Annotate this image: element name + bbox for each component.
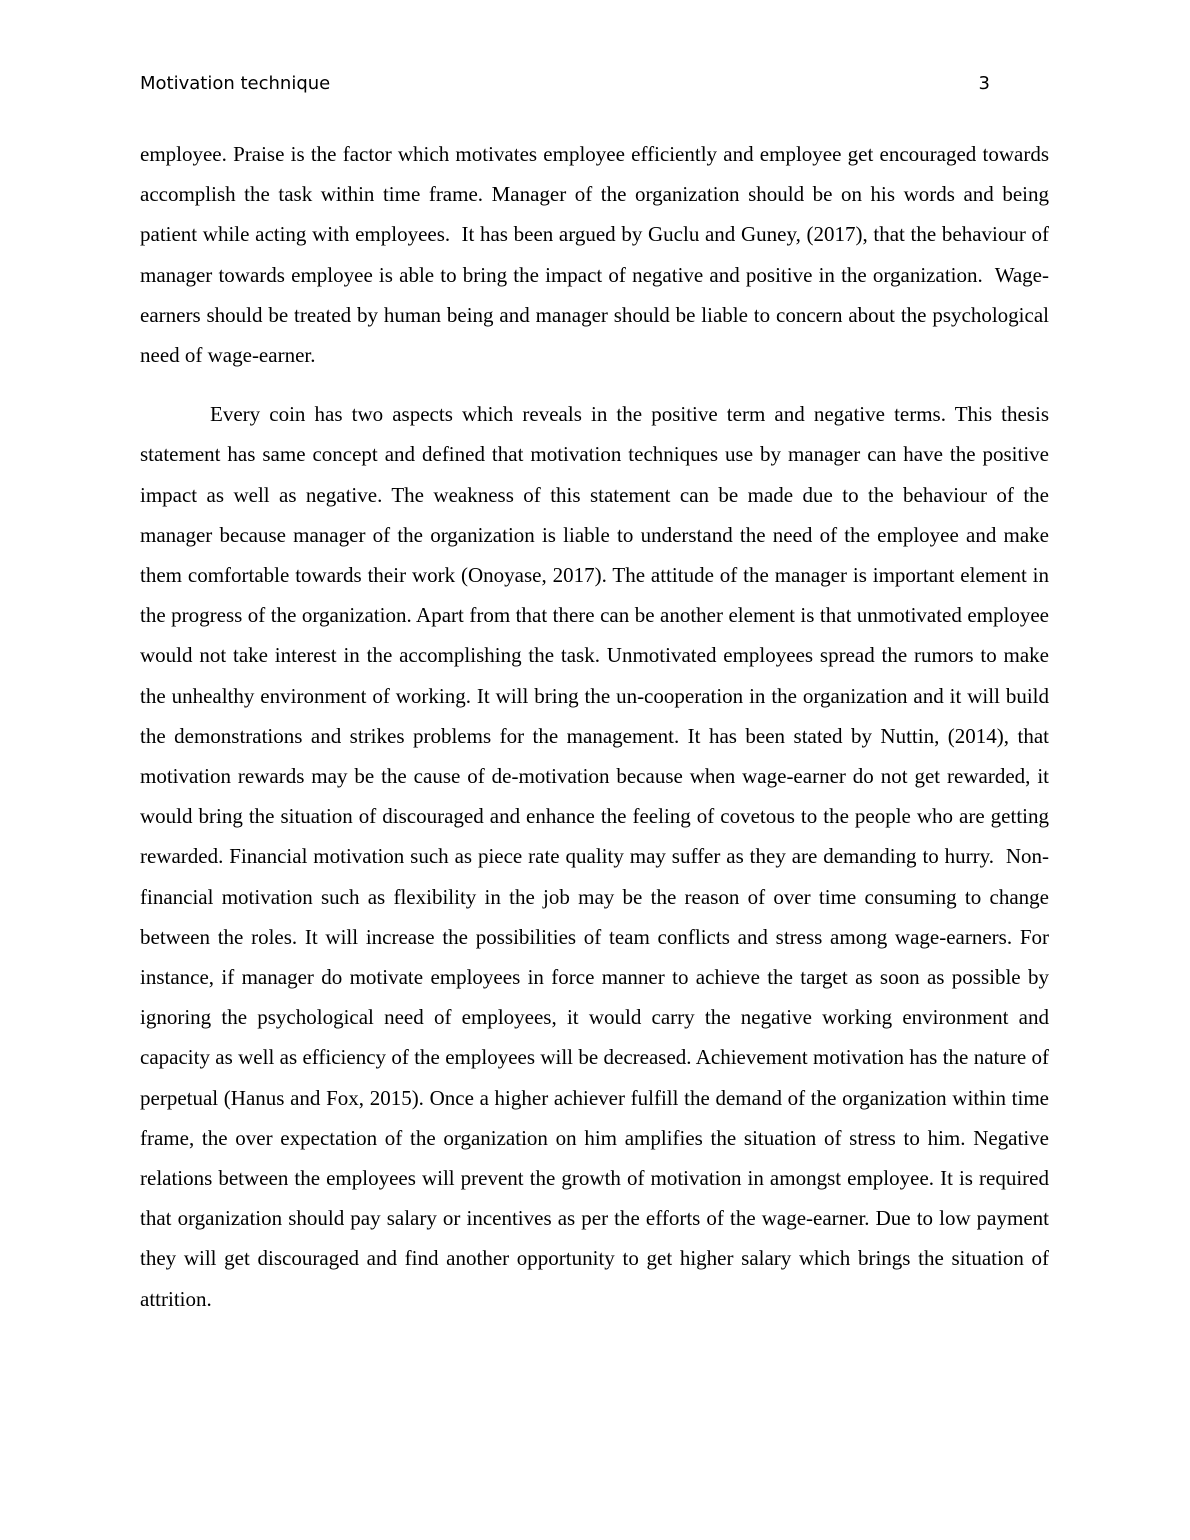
paragraph-continuation: employee. Praise is the factor which motivates employee efficiently and employee get encouraged towards accomplish the task within time frame. Manager of the organization should be on his words and being patient while acting with employees. It has been argued by Guclu and Guney, (2017), that the behaviour of manager towards employee is able to bring the impact of negative and positive in the organization. Wage-earners should be treated by human being and manager should be liable to concern about the psychological need of wage-earner. (140, 142, 1055, 368)
page-number: 3 (978, 73, 990, 94)
running-title: Motivation technique (140, 73, 331, 94)
body-text (140, 134, 1055, 1319)
paragraph-thesis-weakness: Every coin has two aspects which reveals in the positive term and negative terms. This thesis statement has same concept and defined that motivation techniques use by manager can have the positive impact as well as negative. The weakness of this statement can be made due to the behaviour of the manager because manager of the organization is liable to understand the need of the employee and make them comfortable towards their work (Onoyase, 2017). The attitude of the manager is important element in the progress of the organization. Apart from that there can be another element is that unmotivated employee would not take interest in the accomplishing the task. Unmotivated employees spread the rumors to make the unhealthy environment of working. It will bring the un-cooperation in the organization and it will build the demonstrations and strikes problems for the management. It has been stated by Nuttin, (2014), that motivation rewards may be the cause of de-motivation because when wage-earner do not get rewarded, it would bring the situation of discouraged and enhance the feeling of covetous to the people who are getting rewarded. Financial motivation such as piece rate quality may suffer as they are demanding to hurry. Non-financial motivation such as flexibility in the job may be the reason of over time consuming to change between the roles. It will increase the possibilities of team conflicts and stress among wage-earners. For instance, if manager do motivate employees in force manner to achieve the target as soon as possible by ignoring the psychological need of employees, it would carry the negative working environment and capacity as well as efficiency of the employees will be decreased. Achievement motivation has the nature of perpetual (Hanus and Fox, 2015). Once a higher achiever fulfill the demand of the organization within time frame, the over expectation of the organization on him amplifies the situation of stress to him. Negative relations between the employees will prevent the growth of motivation in amongst employee. It is required that organization should pay salary or incentives as per the efforts of the wage-earner. Due to low payment they will get discouraged and find another opportunity to get higher salary which brings the situation of attrition. (140, 402, 1055, 1311)
running-head (140, 70, 990, 98)
